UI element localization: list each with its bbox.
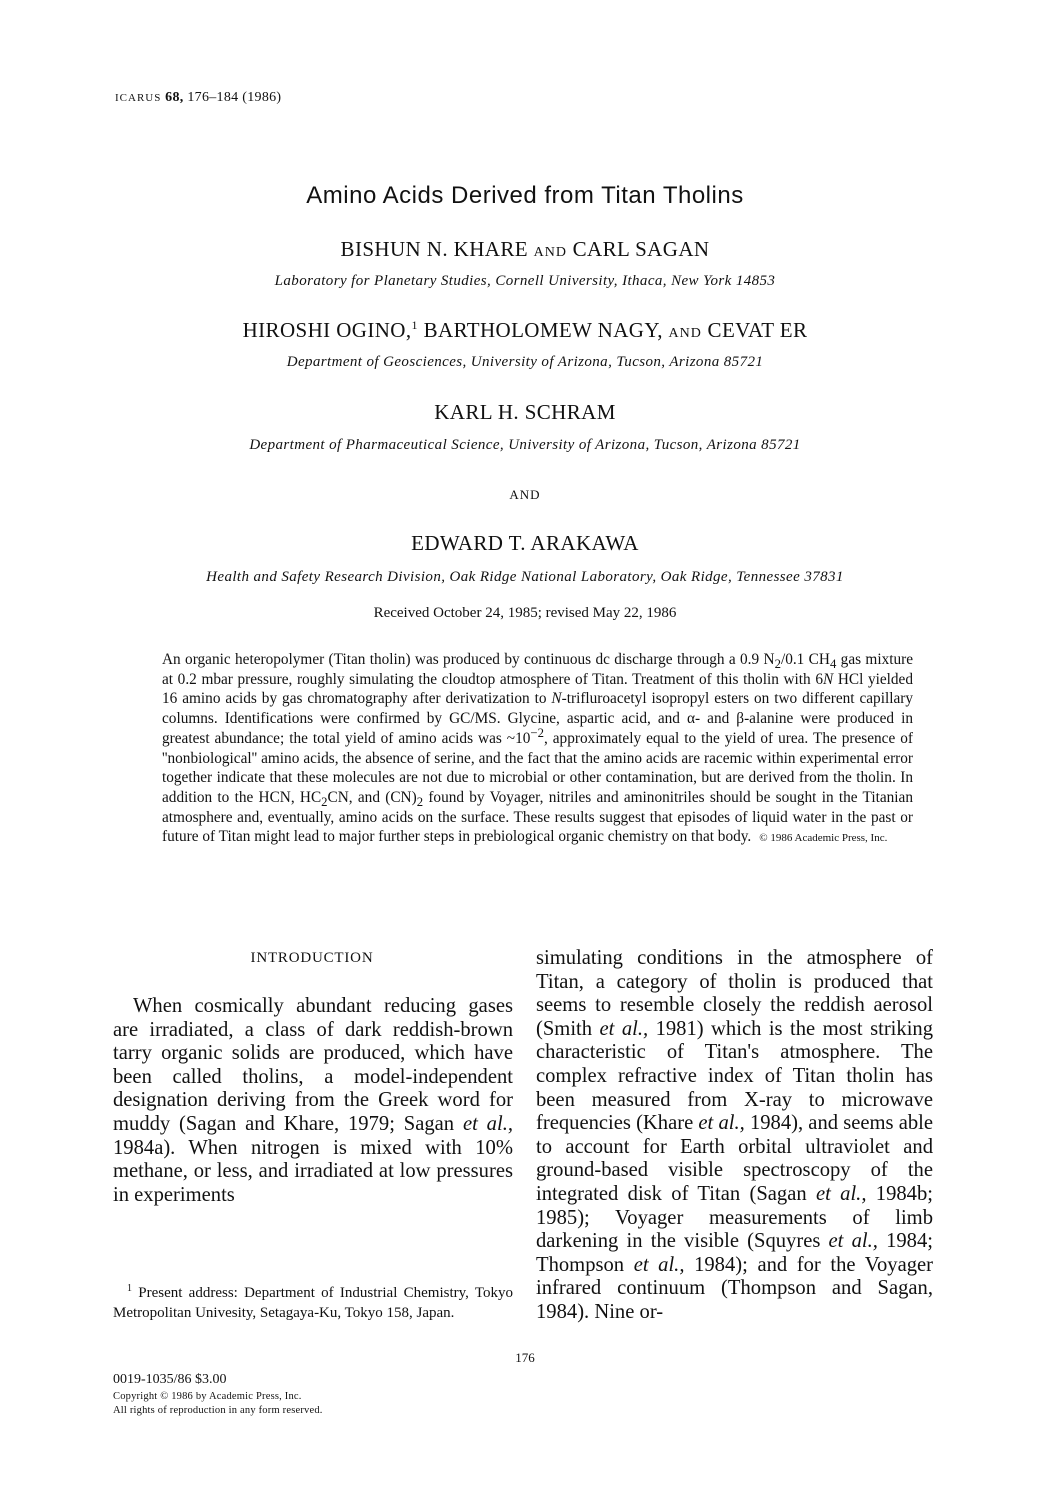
superscript: −2	[530, 725, 544, 740]
citation-etal: et al.,	[815, 1182, 867, 1205]
author-connector: AND	[533, 245, 567, 260]
abstract-text: , approximately equal to the yield of urea. The presence of ''nonbiological'' amino acids, the absence of serine, and the fact that the amino acids are racemic within experimental error together indicate that these molecules are not due to microbial or other contamination, but are derived from the tholin. In addition to the HCN, HC	[162, 729, 913, 806]
body-text: 1984), and seems able to account for Earth orbital ultraviolet and ground-based visible spectroscopy of the integrated disk of Titan (Sagan	[536, 1112, 934, 1205]
citation-etal: et al.,	[599, 1017, 649, 1040]
journal-volume: 68,	[165, 90, 184, 105]
affiliation-4: Health and Safety Research Division, Oak Ridge National Laboratory, Oak Ridge, Tennessee 37831	[206, 569, 844, 585]
affiliation-3: Department of Pharmaceutical Science, University of Arizona, Tucson, Arizona 85721	[249, 437, 801, 453]
body-text: 1984; Thompson	[536, 1230, 933, 1276]
rights-line: All rights of reproduction in any form reserved.	[113, 1405, 323, 1416]
subscript: 2	[416, 794, 424, 809]
author-connector: AND	[668, 326, 702, 341]
running-header	[115, 90, 281, 106]
body-column-left	[113, 995, 513, 1207]
abstract-text: HCl yielded 16 amino acids by gas chromatography after derivatization to	[162, 670, 913, 708]
subscript: 2	[774, 657, 781, 672]
citation-etal: et al.,	[462, 1112, 514, 1135]
section-heading-introduction: INTRODUCTION	[250, 950, 374, 966]
body-text: When cosmically abundant reducing gases are irradiated, a class of dark reddish-brown tarry organic solids are produced, which have been called tholins, a model-independent designation deriving from the Greek word for muddy (Sagan and Khare, 1979; Sagan	[113, 995, 513, 1135]
footnote	[113, 1283, 513, 1323]
issn-price: 0019-1035/86 $3.00	[113, 1372, 227, 1387]
received-dates: Received October 24, 1985; revised May 22, 1986	[373, 605, 677, 621]
abstract-text: found by Voyager, nitriles and aminonitriles should be sought in the Titanian atmosphere and, eventually, amino acids on the surface. These results suggest that episodes of liquid water in the past or future of Titan might lead to major further steps in prebiological organic chemistry on that body.	[162, 788, 913, 846]
citation-etal: et al.,	[633, 1253, 685, 1276]
footnote-mark: 1	[411, 318, 418, 332]
body-text: 1981) which is the most striking characteristic of Titan's atmosphere. The complex refractive index of Titan tholin has been measured from X-ray to microwave frequencies (Khare	[536, 1017, 934, 1135]
body-text: 1984); and for the Voyager infrared continuum (Thompson and Sagan, 1984). Nine or-	[536, 1253, 934, 1323]
body-text: 1984b; 1985); Voyager measurements of limb darkening in the visible (Squyres	[536, 1182, 933, 1253]
paragraph	[113, 995, 513, 1207]
author-names: HIROSHI OGINO,	[242, 318, 412, 342]
and-separator: AND	[509, 487, 541, 502]
body-text: 1984a). When nitrogen is mixed with 10% methane, or less, and irradiated at low pressures in experiments	[113, 1136, 513, 1206]
subscript: 4	[829, 657, 837, 672]
copyright-line: Copyright © 1986 by Academic Press, Inc.	[113, 1391, 302, 1402]
pages-year: 176–184 (1986)	[183, 90, 282, 105]
author-line-2	[0, 318, 1050, 343]
page-number: 176	[515, 1350, 535, 1365]
author-names: CARL SAGAN	[572, 237, 710, 261]
paper-title: Amino Acids Derived from Titan Tholins	[306, 182, 744, 209]
abstract	[162, 650, 913, 849]
abstract-text: /0.1 CH	[780, 651, 830, 668]
body-column-right	[536, 947, 933, 1325]
footnote-mark: 1	[127, 1283, 132, 1294]
abstract-copyright: © 1986 Academic Press, Inc.	[759, 832, 888, 845]
subscript: 2	[321, 794, 328, 809]
author-line-1	[0, 237, 1050, 262]
abstract-text: gas mixture at 0.2 mbar pressure, roughly simulating the cloudtop atmosphere of Titan. Treatment of this tholin with 6	[162, 651, 913, 688]
affiliation-2: Department of Geosciences, University of Arizona, Tucson, Arizona 85721	[286, 354, 764, 370]
author-names: BARTHOLOMEW NAGY,	[423, 318, 663, 342]
abstract-text: -trifluroacetyl isopropyl esters on two different capillary columns. Identifications were confirmed by GC/MS. Glycine, aspartic acid, and α- and β-alanine were produced in greatest abundance; the total yield of amino acids was ~10	[162, 690, 913, 747]
body-text: simulating conditions in the atmosphere of Titan, a category of tholin is produced that seems to resemble closely the reddish aerosol (Smith	[536, 947, 933, 1040]
citation-etal: et al.,	[828, 1230, 878, 1253]
author-line-3: KARL H. SCHRAM	[434, 400, 616, 424]
abstract-text: CN, and (CN)	[327, 788, 417, 806]
journal-name: ICARUS	[115, 92, 162, 104]
italic-n: N	[551, 690, 562, 708]
citation-etal: et al.,	[698, 1112, 745, 1135]
author-names: BISHUN N. KHARE	[340, 237, 528, 261]
abstract-text: An organic heteropolymer (Titan tholin) was produced by continuous dc discharge through a 0.9 N	[162, 651, 775, 668]
publication-info	[113, 1372, 323, 1418]
affiliation-1: Laboratory for Planetary Studies, Cornell University, Ithaca, New York 14853	[274, 273, 776, 289]
italic-n: N	[822, 670, 834, 688]
footnote-text: Present address: Department of Industrial Chemistry, Tokyo Metropolitan Univesity, Setagaya-Ku, Tokyo 158, Japan.	[113, 1285, 513, 1321]
author-line-4: EDWARD T. ARAKAWA	[411, 531, 639, 555]
author-names: CEVAT ER	[707, 318, 808, 342]
paragraph	[536, 947, 933, 1325]
